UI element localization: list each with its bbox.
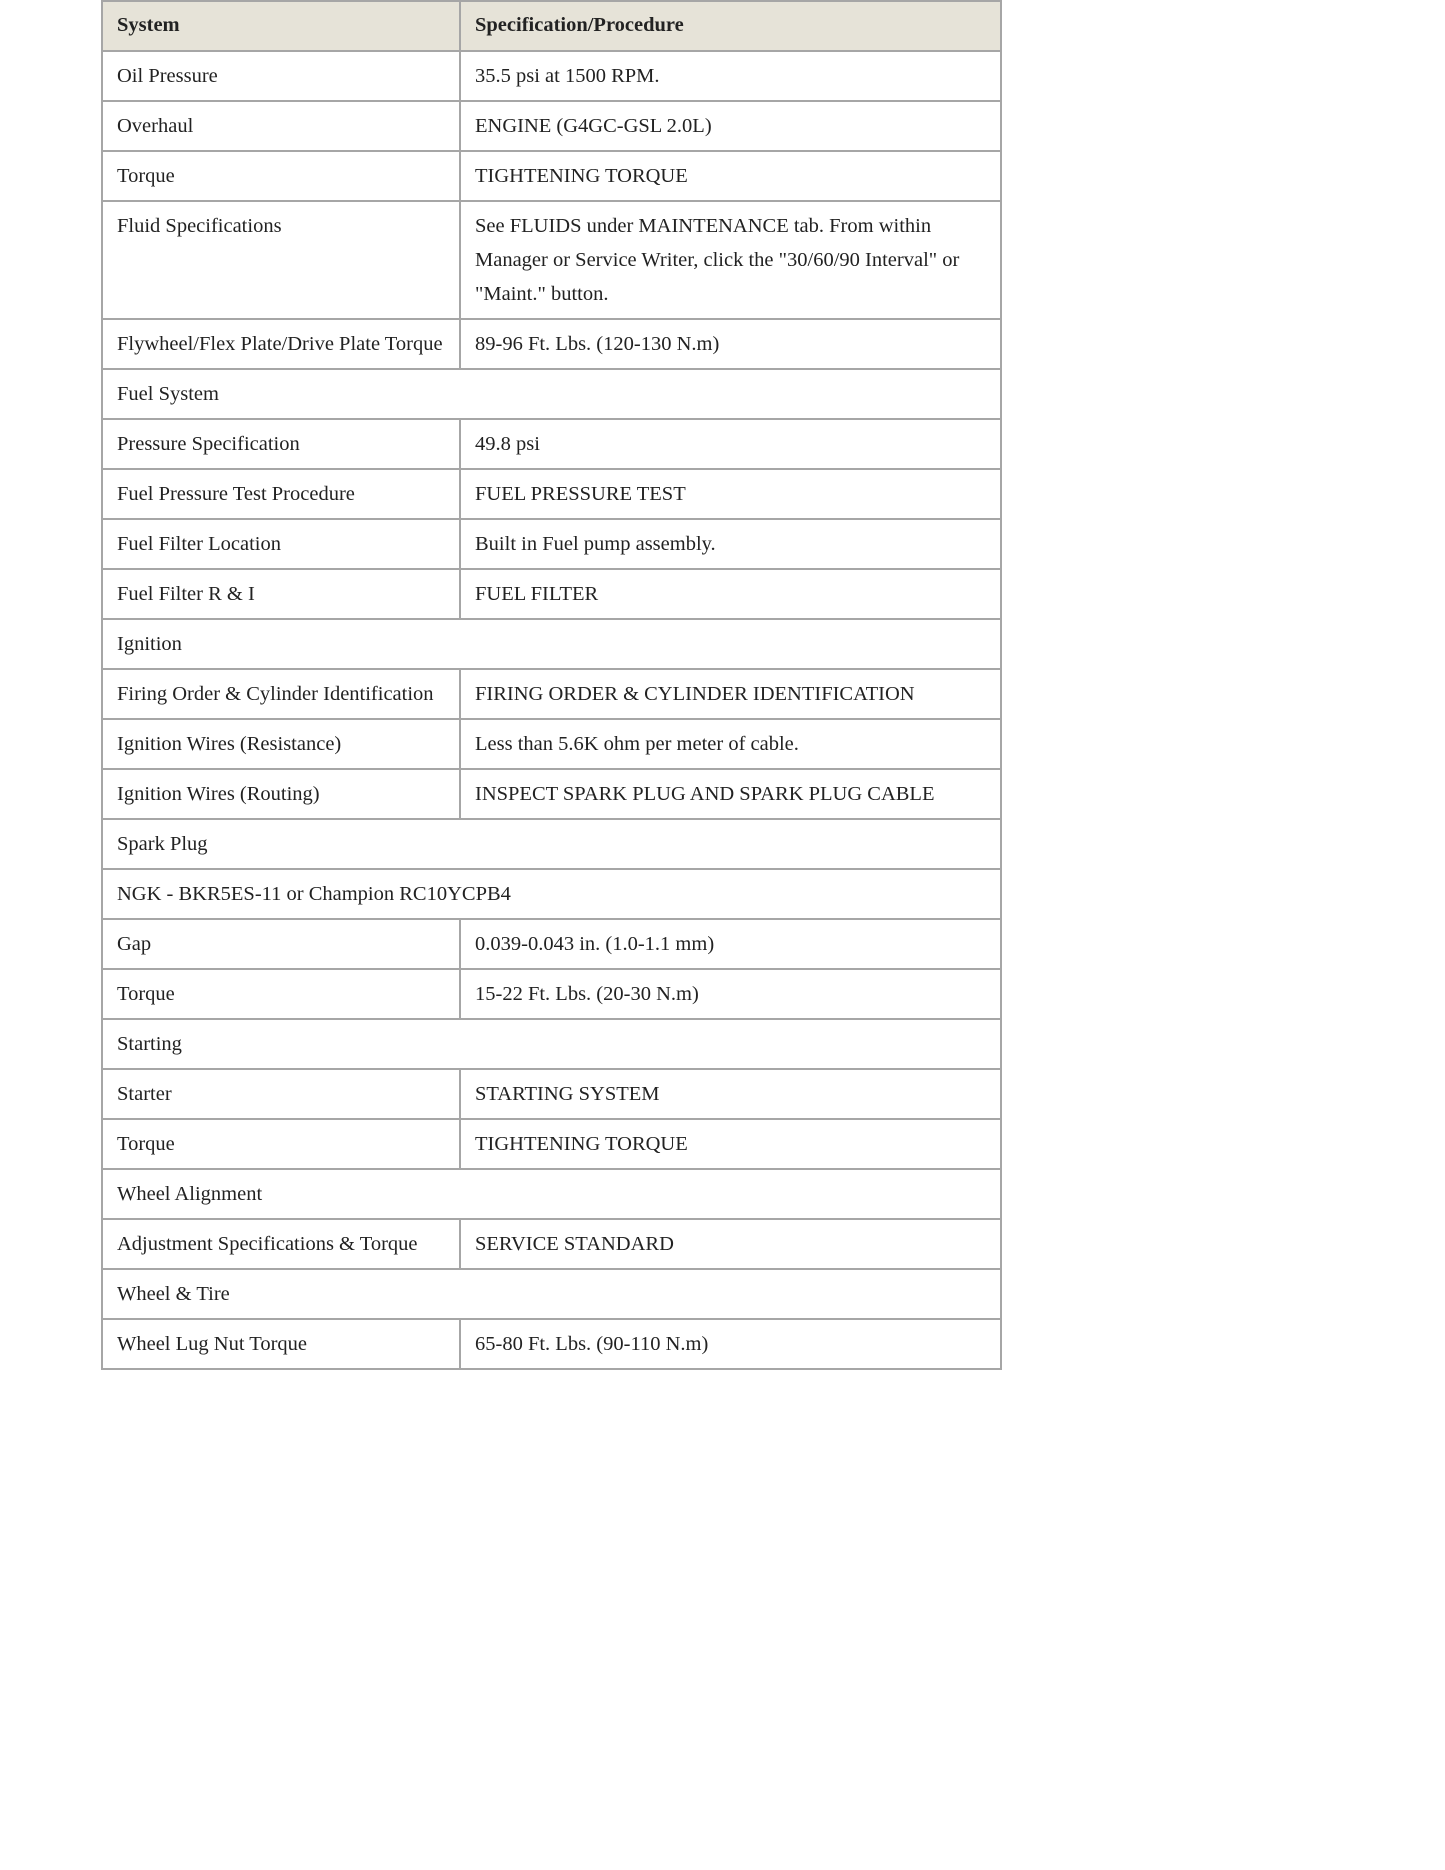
spec-cell: INSPECT SPARK PLUG AND SPARK PLUG CABLE xyxy=(460,769,1001,819)
specifications-table xyxy=(101,0,1002,1370)
table-row xyxy=(102,201,1001,319)
table-row xyxy=(102,769,1001,819)
table-row xyxy=(102,319,1001,369)
system-cell: Pressure Specification xyxy=(102,419,460,469)
system-cell: Fuel Filter Location xyxy=(102,519,460,569)
system-cell: Adjustment Specifications & Torque xyxy=(102,1219,460,1269)
spec-cell: FIRING ORDER & CYLINDER IDENTIFICATION xyxy=(460,669,1001,719)
system-cell: Ignition Wires (Routing) xyxy=(102,769,460,819)
system-cell: Flywheel/Flex Plate/Drive Plate Torque xyxy=(102,319,460,369)
section-label: Ignition xyxy=(102,619,1001,669)
spec-cell: 65-80 Ft. Lbs. (90-110 N.m) xyxy=(460,1319,1001,1369)
spec-cell: SERVICE STANDARD xyxy=(460,1219,1001,1269)
spec-cell: See FLUIDS under MAINTENANCE tab. From within Manager or Service Writer, click the "30/60/90 Interval" or "Maint." button. xyxy=(460,201,1001,319)
section-row xyxy=(102,819,1001,869)
spec-cell: 35.5 psi at 1500 RPM. xyxy=(460,51,1001,101)
table-row xyxy=(102,969,1001,1019)
system-cell: Gap xyxy=(102,919,460,969)
table-row xyxy=(102,1219,1001,1269)
spec-cell: Less than 5.6K ohm per meter of cable. xyxy=(460,719,1001,769)
section-label: Wheel Alignment xyxy=(102,1169,1001,1219)
section-row xyxy=(102,1019,1001,1069)
table-row xyxy=(102,519,1001,569)
spec-cell: STARTING SYSTEM xyxy=(460,1069,1001,1119)
spec-cell: ENGINE (G4GC-GSL 2.0L) xyxy=(460,101,1001,151)
table-row xyxy=(102,469,1001,519)
spec-cell: TIGHTENING TORQUE xyxy=(460,151,1001,201)
table-body xyxy=(102,51,1001,1369)
system-cell: Overhaul xyxy=(102,101,460,151)
table-row xyxy=(102,51,1001,101)
system-cell: Torque xyxy=(102,151,460,201)
spec-cell: 89-96 Ft. Lbs. (120-130 N.m) xyxy=(460,319,1001,369)
system-cell: Torque xyxy=(102,1119,460,1169)
spec-cell: Built in Fuel pump assembly. xyxy=(460,519,1001,569)
system-cell: Wheel Lug Nut Torque xyxy=(102,1319,460,1369)
section-label: Starting xyxy=(102,1019,1001,1069)
table-row xyxy=(102,1069,1001,1119)
table-row xyxy=(102,569,1001,619)
table-row xyxy=(102,719,1001,769)
system-cell: Fuel Filter R & I xyxy=(102,569,460,619)
system-cell: Fluid Specifications xyxy=(102,201,460,319)
table-row xyxy=(102,1119,1001,1169)
section-label: Spark Plug xyxy=(102,819,1001,869)
system-cell: Ignition Wires (Resistance) xyxy=(102,719,460,769)
system-cell: Fuel Pressure Test Procedure xyxy=(102,469,460,519)
spec-cell: TIGHTENING TORQUE xyxy=(460,1119,1001,1169)
section-label: NGK - BKR5ES-11 or Champion RC10YCPB4 xyxy=(102,869,1001,919)
table-header-row xyxy=(102,1,1001,51)
table-row xyxy=(102,419,1001,469)
section-row xyxy=(102,1269,1001,1319)
spec-cell: 15-22 Ft. Lbs. (20-30 N.m) xyxy=(460,969,1001,1019)
table-row xyxy=(102,919,1001,969)
spec-cell: 49.8 psi xyxy=(460,419,1001,469)
system-cell: Starter xyxy=(102,1069,460,1119)
system-cell: Torque xyxy=(102,969,460,1019)
spec-cell: FUEL FILTER xyxy=(460,569,1001,619)
system-cell: Oil Pressure xyxy=(102,51,460,101)
section-label: Fuel System xyxy=(102,369,1001,419)
table-row xyxy=(102,151,1001,201)
section-label: Wheel & Tire xyxy=(102,1269,1001,1319)
table-row xyxy=(102,1319,1001,1369)
spec-cell: FUEL PRESSURE TEST xyxy=(460,469,1001,519)
section-row xyxy=(102,1169,1001,1219)
section-row xyxy=(102,869,1001,919)
system-cell: Firing Order & Cylinder Identification xyxy=(102,669,460,719)
header-system: System xyxy=(102,1,460,51)
section-row xyxy=(102,369,1001,419)
section-row xyxy=(102,619,1001,669)
spec-cell: 0.039-0.043 in. (1.0-1.1 mm) xyxy=(460,919,1001,969)
header-specification: Specification/Procedure xyxy=(460,1,1001,51)
table-row xyxy=(102,101,1001,151)
table-row xyxy=(102,669,1001,719)
